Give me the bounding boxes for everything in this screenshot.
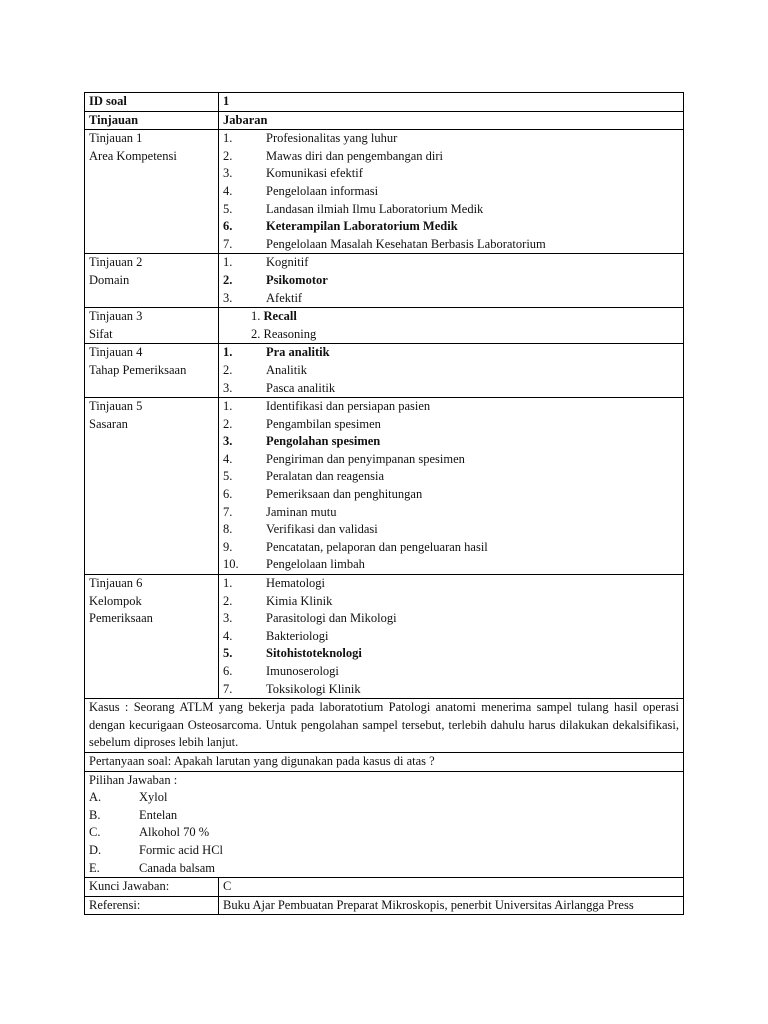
answer-option-letter: E. <box>89 860 100 875</box>
jabaran-item <box>223 416 679 434</box>
referensi-value: Buku Ajar Pembuatan Preparat Mikroskopis, penerbit Universitas Airlangga Press <box>219 896 684 915</box>
tinjauan-label-cell <box>85 308 219 344</box>
tinjauan-subtitle: Domain <box>89 272 130 287</box>
jabaran-item <box>223 451 679 469</box>
answer-option-text: Canada balsam <box>139 860 216 875</box>
jabaran-item <box>223 433 679 451</box>
tinjauan-subtitle: Sifat <box>89 326 113 341</box>
jabaran-item-label: Komunikasi efektif <box>266 166 363 181</box>
kunci-row <box>85 878 684 897</box>
pilihan-cell <box>85 771 684 878</box>
jabaran-item-label: Sitohistoteknologi <box>266 646 362 661</box>
kunci-label: Kunci Jawaban: <box>85 878 219 897</box>
jabaran-item <box>223 504 679 522</box>
pilihan-row <box>85 771 684 878</box>
jabaran-item <box>223 362 679 380</box>
jabaran-item-label: Jaminan mutu <box>266 504 337 519</box>
jabaran-item-label: Profesionalitas yang luhur <box>266 131 398 146</box>
jabaran-item <box>223 344 679 362</box>
answer-option <box>89 824 679 842</box>
jabaran-item <box>223 165 679 183</box>
jabaran-item-number: 7. <box>223 504 233 519</box>
kasus-text: Kasus : Seorang ATLM yang bekerja pada laboratotium Patologi anatomi menerima sampel tulang hasil operasi dengan kecurigaan Osteosarcoma. Untuk pengolahan sampel tersebut, terlebih dahulu harus dilakukan dekalsifikasi, sebelum diproses lebih lanjut. <box>85 699 684 753</box>
tinjauan-subtitle: Kelompok <box>89 593 142 608</box>
tinjauan-label-cell <box>85 398 219 575</box>
jabaran-item <box>223 575 679 593</box>
tinjauan-title: Tinjauan 6 <box>89 576 143 591</box>
tinjauan-row <box>85 308 684 344</box>
jabaran-item-label: Mawas diri dan pengembangan diri <box>266 148 444 163</box>
jabaran-item-label: Pengelolaan limbah <box>266 557 365 572</box>
question-sheet <box>84 92 684 915</box>
jabaran-item <box>223 183 679 201</box>
answer-option-letter: C. <box>89 825 101 840</box>
header-row <box>85 111 684 130</box>
jabaran-item <box>223 130 679 148</box>
id-row <box>85 93 684 112</box>
jabaran-item-number: 6. <box>223 487 233 502</box>
tinjauan-title: Tinjauan 5 <box>89 399 143 414</box>
jabaran-item <box>223 610 679 628</box>
answer-option-letter: A. <box>89 790 102 805</box>
jabaran-item-number: 3. <box>223 380 233 395</box>
answer-option-letter: D. <box>89 842 102 857</box>
jabaran-item-number: 2. <box>223 416 233 431</box>
tinjauan-subtitle: Pemeriksaan <box>89 611 153 626</box>
jabaran-item-label: Pengiriman dan penyimpanan spesimen <box>266 451 465 466</box>
jabaran-item-number: 7. <box>223 681 233 696</box>
jabaran-item-number: 7. <box>223 236 233 251</box>
tinjauan-title: Tinjauan 4 <box>89 345 143 360</box>
jabaran-item <box>223 645 679 663</box>
tinjauan-title: Tinjauan 2 <box>89 255 143 270</box>
jabaran-item-label: Parasitologi dan Mikologi <box>266 611 397 626</box>
jabaran-item-number: 1. <box>223 255 233 270</box>
tinjauan-label-cell <box>85 575 219 699</box>
tinjauan-subtitle: Sasaran <box>89 416 128 431</box>
jabaran-item <box>223 681 679 699</box>
jabaran-item-label: Keterampilan Laboratorium Medik <box>266 219 458 234</box>
jabaran-item <box>223 663 679 681</box>
jabaran-item-number: 2. <box>251 326 261 341</box>
jabaran-item <box>223 593 679 611</box>
jabaran-cell <box>219 344 684 398</box>
jabaran-item-number: 4. <box>223 628 233 643</box>
answer-option <box>89 807 679 825</box>
jabaran-item <box>223 254 679 272</box>
jabaran-item-label: Peralatan dan reagensia <box>266 469 384 484</box>
jabaran-item <box>223 380 679 398</box>
answer-option-text: Entelan <box>139 807 178 822</box>
jabaran-item-label: Recall <box>263 309 297 324</box>
jabaran-item-label: Pencatatan, pelaporan dan pengeluaran hasil <box>266 539 488 554</box>
jabaran-item-number: 1. <box>223 131 233 146</box>
pertanyaan-row <box>85 752 684 771</box>
kunci-value: C <box>219 878 684 897</box>
jabaran-item-label: Landasan ilmiah Ilmu Laboratorium Medik <box>266 201 484 216</box>
jabaran-item-number: 9. <box>223 539 233 554</box>
jabaran-item-number: 5. <box>223 469 233 484</box>
jabaran-item <box>223 628 679 646</box>
jabaran-item <box>223 521 679 539</box>
answer-option-text: Xylol <box>139 790 168 805</box>
tinjauan-label-cell <box>85 254 219 308</box>
jabaran-item <box>223 218 679 236</box>
jabaran-item-number: 2. <box>223 593 233 608</box>
jabaran-item-number: 8. <box>223 522 233 537</box>
jabaran-item-label: Pemeriksaan dan penghitungan <box>266 487 423 502</box>
jabaran-item <box>223 398 679 416</box>
jabaran-cell <box>219 398 684 575</box>
jabaran-item-label: Pengelolaan informasi <box>266 183 379 198</box>
jabaran-item <box>223 486 679 504</box>
jabaran-item-label: Kognitif <box>266 255 309 270</box>
jabaran-item-label: Verifikasi dan validasi <box>266 522 378 537</box>
question-table <box>84 92 684 915</box>
answer-option-letter: B. <box>89 807 101 822</box>
header-tinjauan: Tinjauan <box>85 111 219 130</box>
jabaran-cell <box>219 575 684 699</box>
jabaran-item-label: Kimia Klinik <box>266 593 333 608</box>
tinjauan-title: Tinjauan 1 <box>89 131 143 146</box>
jabaran-item-number: 2. <box>223 362 233 377</box>
tinjauan-row <box>85 130 684 254</box>
answer-option <box>89 860 679 878</box>
jabaran-item <box>223 556 679 574</box>
pilihan-label: Pilihan Jawaban : <box>89 772 178 787</box>
kasus-row <box>85 699 684 753</box>
jabaran-cell <box>219 308 684 344</box>
jabaran-item-label: Pengelolaan Masalah Kesehatan Berbasis Laboratorium <box>266 236 546 251</box>
jabaran-item-label: Pengolahan spesimen <box>266 434 381 449</box>
answer-option-text: Formic acid HCl <box>139 842 224 857</box>
jabaran-item-label: Pasca analitik <box>266 380 336 395</box>
jabaran-item-label: Afektif <box>266 290 303 305</box>
jabaran-item-label: Analitik <box>266 362 307 377</box>
jabaran-item <box>223 468 679 486</box>
jabaran-item <box>223 236 679 254</box>
tinjauan-label-cell <box>85 344 219 398</box>
tinjauan-row <box>85 398 684 575</box>
id-label: ID soal <box>85 93 219 112</box>
jabaran-item-label: Identifikasi dan persiapan pasien <box>266 399 431 414</box>
tinjauan-title: Tinjauan 3 <box>89 309 143 324</box>
referensi-label: Referensi: <box>85 896 219 915</box>
jabaran-item-number: 4. <box>223 183 233 198</box>
jabaran-cell <box>219 254 684 308</box>
jabaran-item <box>223 326 679 344</box>
header-jabaran: Jabaran <box>219 111 684 130</box>
jabaran-item <box>223 308 679 326</box>
jabaran-item-number: 6. <box>223 219 233 234</box>
answer-option <box>89 842 679 860</box>
jabaran-item <box>223 201 679 219</box>
jabaran-item-label: Pra analitik <box>266 345 330 360</box>
jabaran-item-number: 5. <box>223 201 233 216</box>
jabaran-item <box>223 272 679 290</box>
answer-option <box>89 789 679 807</box>
jabaran-item-label: Toksikologi Klinik <box>266 681 361 696</box>
jabaran-item-number: 2. <box>223 148 233 163</box>
jabaran-cell <box>219 130 684 254</box>
jabaran-item-label: Pengambilan spesimen <box>266 416 381 431</box>
jabaran-item <box>223 148 679 166</box>
jabaran-item-number: 1. <box>223 345 233 360</box>
jabaran-item-number: 3. <box>223 434 233 449</box>
jabaran-item-label: Hematologi <box>266 576 326 591</box>
tinjauan-row <box>85 254 684 308</box>
jabaran-item-label: Imunoserologi <box>266 664 339 678</box>
id-value: 1 <box>219 93 684 112</box>
jabaran-item-label: Bakteriologi <box>266 628 329 643</box>
pertanyaan-text: Pertanyaan soal: Apakah larutan yang digunakan pada kasus di atas ? <box>85 752 684 771</box>
jabaran-item-label: Reasoning <box>263 326 317 341</box>
tinjauan-label-cell <box>85 130 219 254</box>
jabaran-item-number: 4. <box>223 451 233 466</box>
tinjauan-subtitle: Area Kompetensi <box>89 148 177 163</box>
referensi-row <box>85 896 684 915</box>
jabaran-item-number: 2. <box>223 272 233 287</box>
jabaran-item-number: 3. <box>223 290 233 305</box>
jabaran-item-label: Psikomotor <box>266 272 328 287</box>
tinjauan-row <box>85 344 684 398</box>
jabaran-item-number: 1. <box>223 576 233 591</box>
jabaran-item-number: 3. <box>223 611 233 626</box>
jabaran-item-number: 6. <box>223 664 233 678</box>
answer-option-text: Alkohol 70 % <box>139 825 210 840</box>
jabaran-item-number: 3. <box>223 166 233 181</box>
tinjauan-subtitle: Tahap Pemeriksaan <box>89 362 187 377</box>
jabaran-item-number: 1. <box>251 309 261 324</box>
jabaran-item-number: 10. <box>223 557 239 572</box>
jabaran-item-number: 5. <box>223 646 233 661</box>
jabaran-item-number: 1. <box>223 399 233 414</box>
jabaran-item <box>223 290 679 308</box>
tinjauan-row <box>85 575 684 699</box>
jabaran-item <box>223 539 679 557</box>
